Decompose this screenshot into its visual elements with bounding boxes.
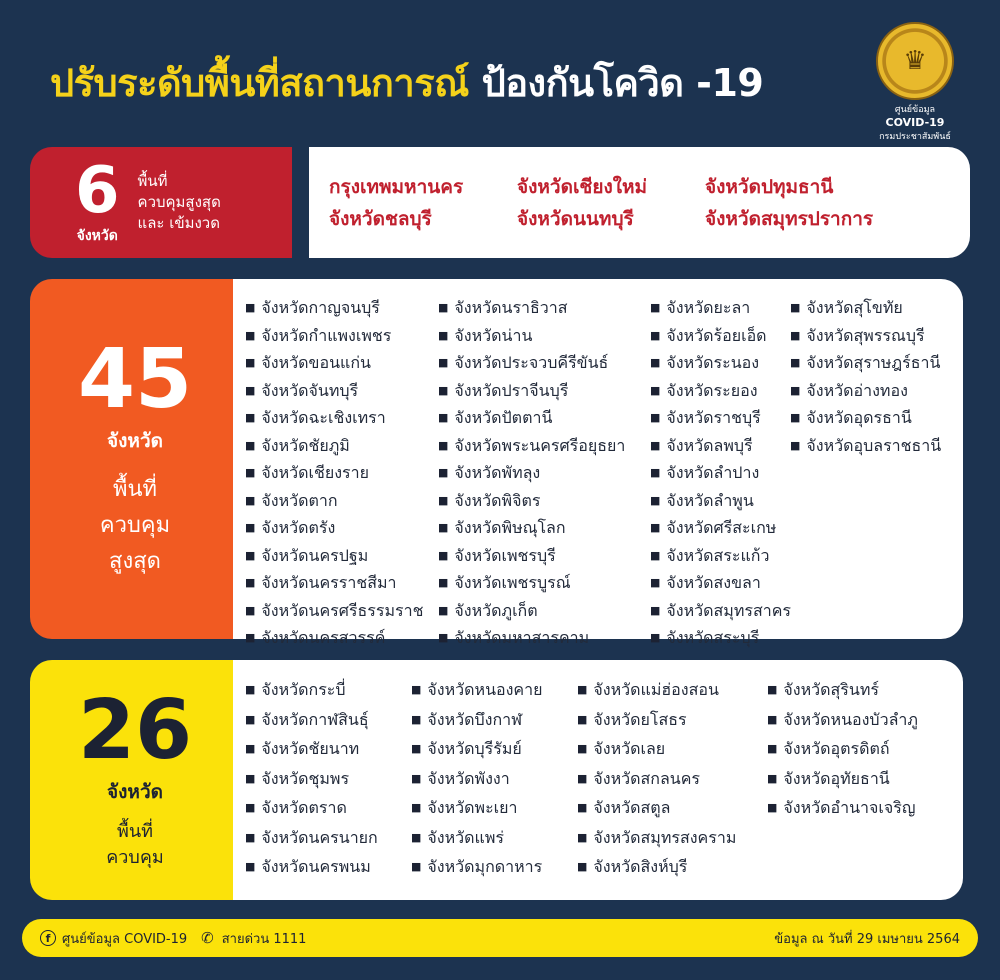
data-date: ข้อมูล ณ วันที่ 29 เมษายน 2564 <box>774 931 960 947</box>
tier1-count: 6 <box>75 153 120 228</box>
province-item: ■ จังหวัดกาฬสินธุ์ <box>245 706 411 736</box>
province-item: ■ จังหวัดบึงกาฬ <box>411 706 577 736</box>
facebook-icon[interactable]: f <box>40 930 56 946</box>
tier-max-control <box>30 279 963 647</box>
government-seal-icon: ♛ <box>876 22 954 100</box>
province-item: ■ จังหวัดพะเยา <box>411 794 577 824</box>
tier3-badge <box>30 660 240 900</box>
province-item: ■ จังหวัดอุบลราชธานี <box>790 433 960 461</box>
province-item: ■ จังหวัดนครราชสีมา <box>245 570 438 598</box>
province-item: ■ จังหวัดน่าน <box>438 323 650 351</box>
province-item: ■ จังหวัดนครสวรรค์ <box>245 625 438 653</box>
province-item: จังหวัดชลบุรี <box>329 208 432 230</box>
province-item: ■ จังหวัดฉะเชิงเทรา <box>245 405 438 433</box>
province-item: ■ จังหวัดตรัง <box>245 515 438 543</box>
province-item: ■ จังหวัดยะลา <box>650 295 790 323</box>
tier3-unit: จังหวัด <box>107 781 163 803</box>
tier1-unit: จังหวัด <box>76 227 118 244</box>
province-item: ■ จังหวัดหนองคาย <box>411 676 577 706</box>
province-item: ■ จังหวัดพิษณุโลก <box>438 515 650 543</box>
tier1-description: พื้นที่ ควบคุมสูงสุด และ เข้มงวด <box>137 172 221 232</box>
province-item: ■ จังหวัดประจวบคีรีขันธ์ <box>438 350 650 378</box>
province-item: ■ จังหวัดปัตตานี <box>438 405 650 433</box>
tier2-description: พื้นที่ ควบคุม สูงสุด <box>99 477 171 574</box>
province-item: ■ จังหวัดมหาสารคาม <box>438 625 650 653</box>
prd-logo <box>870 22 960 143</box>
province-column <box>245 676 411 883</box>
province-item: ■ จังหวัดสุโขทัย <box>790 295 960 323</box>
province-item: ■ จังหวัดพัทลุง <box>438 460 650 488</box>
province-item: ■ จังหวัดขอนแก่น <box>245 350 438 378</box>
tier2-unit: จังหวัด <box>107 430 163 452</box>
province-item: ■ จังหวัดระยอง <box>650 378 790 406</box>
province-item: ■ จังหวัดแม่ฮ่องสอน <box>577 676 767 706</box>
province-item: ■ จังหวัดอำนาจเจริญ <box>767 794 937 824</box>
province-item: ■ จังหวัดเลย <box>577 735 767 765</box>
province-item: ■ จังหวัดสมุทรสาคร <box>650 598 790 626</box>
tier3-description: พื้นที่ ควบคุม <box>106 821 164 868</box>
province-item: ■ จังหวัดนครพนม <box>245 853 411 883</box>
province-item: กรุงเทพมหานคร <box>329 176 464 198</box>
province-column <box>411 676 577 883</box>
province-item: ■ จังหวัดตาก <box>245 488 438 516</box>
tier2-province-list <box>245 295 960 653</box>
province-item: ■ จังหวัดมุกดาหาร <box>411 853 577 883</box>
tier3-province-list <box>245 676 937 883</box>
tier3-province-card <box>233 660 963 900</box>
province-item: ■ จังหวัดปราจีนบุรี <box>438 378 650 406</box>
province-item: ■ จังหวัดอ่างทอง <box>790 378 960 406</box>
province-item: ■ จังหวัดอุทัยธานี <box>767 765 937 795</box>
province-item: ■ จังหวัดนราธิวาส <box>438 295 650 323</box>
province-item: ■ จังหวัดสุรินทร์ <box>767 676 937 706</box>
province-item: ■ จังหวัดพิจิตร <box>438 488 650 516</box>
province-item: ■ จังหวัดสระบุรี <box>650 625 790 653</box>
province-item: ■ จังหวัดระนอง <box>650 350 790 378</box>
province-item: ■ จังหวัดกระบี่ <box>245 676 411 706</box>
province-column <box>650 295 790 653</box>
province-item: ■ จังหวัดสุราษฎร์ธานี <box>790 350 960 378</box>
province-item: ■ จังหวัดสิงห์บุรี <box>577 853 767 883</box>
province-item: จังหวัดเชียงใหม่ <box>517 176 648 198</box>
province-item: ■ จังหวัดพระนครศรีอยุธยา <box>438 433 650 461</box>
province-column <box>790 295 960 653</box>
province-item: ■ จังหวัดนครปฐม <box>245 543 438 571</box>
page-title <box>50 52 763 113</box>
province-item: จังหวัดสมุทรปราการ <box>705 208 874 230</box>
province-item: ■ จังหวัดภูเก็ต <box>438 598 650 626</box>
province-item: ■ จังหวัดเชียงราย <box>245 460 438 488</box>
province-item: ■ จังหวัดสมุทรสงคราม <box>577 824 767 854</box>
facebook-page-name[interactable]: ศูนย์ข้อมูล COVID-19 <box>62 931 188 947</box>
province-column <box>577 676 767 883</box>
logo-line-3: กรมประชาสัมพันธ์ <box>879 132 951 142</box>
province-item: ■ จังหวัดบุรีรัมย์ <box>411 735 577 765</box>
footer-bar <box>22 919 978 957</box>
province-item: ■ จังหวัดลำพูน <box>650 488 790 516</box>
province-item: ■ จังหวัดศรีสะเกษ <box>650 515 790 543</box>
hotline-text[interactable]: สายด่วน 1111 <box>221 931 307 947</box>
tier1-province-list <box>329 173 915 233</box>
province-item: ■ จังหวัดกาญจนบุรี <box>245 295 438 323</box>
title-main: ปรับระดับพื้นที่สถานการณ์ <box>50 61 469 105</box>
tier2-badge <box>30 279 240 639</box>
province-item: ■ จังหวัดตราด <box>245 794 411 824</box>
province-item: ■ จังหวัดจันทบุรี <box>245 378 438 406</box>
tier1-count-block <box>75 153 120 247</box>
province-item: ■ จังหวัดชัยภูมิ <box>245 433 438 461</box>
province-item: ■ จังหวัดชัยนาท <box>245 735 411 765</box>
province-item: ■ จังหวัดเพชรบูรณ์ <box>438 570 650 598</box>
province-item: ■ จังหวัดสงขลา <box>650 570 790 598</box>
phone-icon: ✆ <box>201 929 214 947</box>
tier1-badge <box>30 147 292 258</box>
province-item: จังหวัดนนทบุรี <box>517 208 634 230</box>
logo-line-1: ศูนย์ข้อมูล <box>894 105 936 115</box>
province-column <box>767 676 937 883</box>
province-item: ■ จังหวัดสตูล <box>577 794 767 824</box>
province-item: ■ จังหวัดกำแพงเพชร <box>245 323 438 351</box>
province-item: ■ จังหวัดอุดรธานี <box>790 405 960 433</box>
province-item: ■ จังหวัดสกลนคร <box>577 765 767 795</box>
province-item: ■ จังหวัดชุมพร <box>245 765 411 795</box>
tier2-count: 45 <box>77 332 193 427</box>
tier-strict-max-control <box>30 147 970 258</box>
title-sub: ป้องกันโควิด -19 <box>481 61 764 105</box>
province-column <box>245 295 438 653</box>
province-item: ■ จังหวัดนครศรีธรรมราช <box>245 598 438 626</box>
province-item: ■ จังหวัดร้อยเอ็ด <box>650 323 790 351</box>
province-item: จังหวัดปทุมธานี <box>705 176 834 198</box>
logo-line-2: COVID-19 <box>885 116 945 129</box>
province-column <box>438 295 650 653</box>
province-item: ■ จังหวัดอุตรดิตถ์ <box>767 735 937 765</box>
province-item: ■ จังหวัดนครนายก <box>245 824 411 854</box>
province-item: ■ จังหวัดสระแก้ว <box>650 543 790 571</box>
province-item: ■ จังหวัดราชบุรี <box>650 405 790 433</box>
province-item: ■ จังหวัดแพร่ <box>411 824 577 854</box>
tier1-province-card <box>309 147 970 258</box>
province-item: ■ จังหวัดสุพรรณบุรี <box>790 323 960 351</box>
province-item: ■ จังหวัดลำปาง <box>650 460 790 488</box>
province-item: ■ จังหวัดยโสธร <box>577 706 767 736</box>
province-item: ■ จังหวัดลพบุรี <box>650 433 790 461</box>
province-item: ■ จังหวัดเพชรบุรี <box>438 543 650 571</box>
tier2-province-card <box>233 279 963 647</box>
tier-control <box>30 660 963 900</box>
tier3-count: 26 <box>77 683 193 778</box>
province-item: ■ จังหวัดพังงา <box>411 765 577 795</box>
province-item: ■ จังหวัดหนองบัวลำภู <box>767 706 937 736</box>
